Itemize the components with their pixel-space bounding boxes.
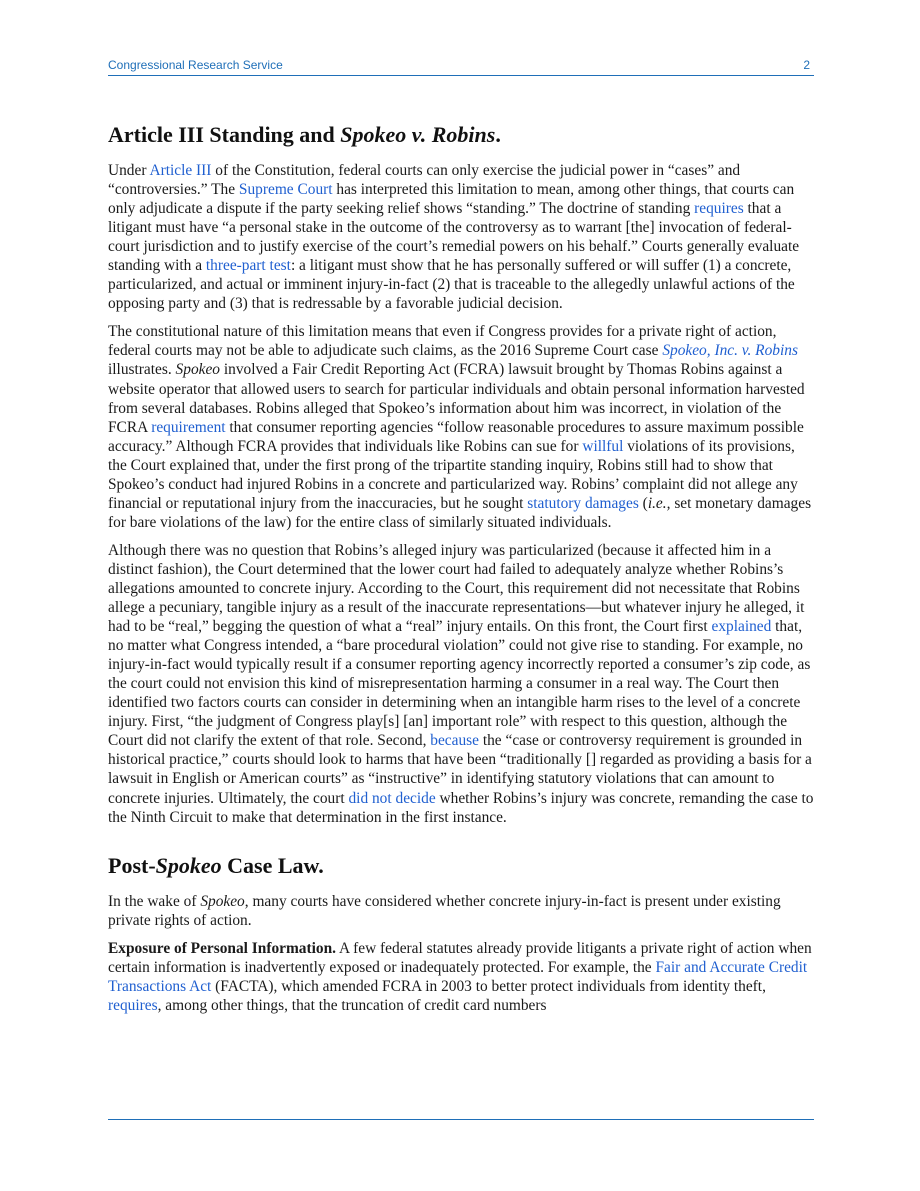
paragraph: Exposure of Personal Information. A few federal statutes already provide litigants a private right of action when certain information is inadvertently exposed or inadequately protected. For example, the Fair and Accurate Credit Transactions Act (FACTA), which amended FCRA in 2003 to better protect individuals from identity theft, requires, among other things, that the truncation of credit card numbers	[108, 939, 812, 1014]
link-spokeo-case[interactable]: Spokeo, Inc. v. Robins	[662, 342, 798, 360]
paragraph: In the wake of Spokeo, many courts have considered whether concrete injury-in-fact is present under existing private rights of action.	[108, 892, 781, 929]
header-org: Congressional Research Service	[108, 58, 283, 72]
paragraph: The constitutional nature of this limitation means that even if Congress provides for a private right of action, federal courts may not be able to adjudicate such claims, as the 2016 Supreme Court case Spokeo, Inc. v. Robins illustrates. Spokeo involved a Fair Credit Reporting Act (FCRA) lawsuit brought by Thomas Robins against a website operator that allowed users to search for particular individuals and obtain personal information harvested from several databases. Robins alleged that Spokeo’s information about him was incorrect, in violation of the FCRA requirement that consumer reporting agencies “follow reasonable procedures to assure maximum possible accuracy.” Although FCRA provides that individuals like Robins can sue for willful violations of its provisions, the Court explained that, under the first prong of the tripartite standing inquiry, Robins still had to show that Spokeo’s conduct had injured Robins in a concrete and particularized way. Robins’ complaint did not allege any financial or reputational injury from the inaccuracies, but he sought statutory damages (i.e., set monetary damages for bare violations of the law) for the entire class of similarly situated individuals.	[108, 323, 812, 531]
link-requires-facta[interactable]: requires	[108, 996, 158, 1014]
page-header	[108, 58, 814, 76]
run-in-heading: Exposure of Personal Information.	[108, 939, 337, 957]
paragraph: Under Article III of the Constitution, federal courts can only exercise the judicial power in “cases” and “controversies.” The Supreme Court has interpreted this limitation to mean, among other things, that courts can only adjudicate a dispute if the party seeking relief shows “standing.” The doctrine of standing requires that a litigant must have “a personal stake in the outcome of the controversy as to warrant [the] invocation of federal-court jurisdiction and to justify exercise of the court’s remedial powers on his behalf.” Courts generally evaluate standing with a three-part test: a litigant must show that he has personally suffered or will suffer (1) a concrete, particularized, and actual or imminent injury-in-fact (2) that is traceable to the allegedly unlawful actions of the opposing party and (3) that is redressable by a favorable judicial decision.	[108, 162, 800, 313]
paragraph: Although there was no question that Robins’s alleged injury was particularized (because it affected him in a distinct fashion), the Court determined that the lower court had failed to adequately analyze whether Robins’s allegations amounted to concrete injury. According to the Court, this requirement did not necessitate that Robins allege a pecuniary, tangible injury as a result of the inaccurate representations—but whatever injury he alleged, it had to be “real,” begging the question of what a “real” injury entails. On this front, the Court first explained that, no matter what Congress intended, a “bare procedural violation” could not give rise to standing. For example, no injury-in-fact would typically result if a consumer reporting agency incorrectly reported a consumer’s zip code, as the court could not envision this kind of misrepresentation harming a consumer in a real way. The Court then identified two factors courts can consider in determining when an intangible harm rises to the level of a concrete injury. First, “the judgment of Congress play[s] [an] important role” with respect to this question, although the Court did not clarify the extent of that role. Second, because the “case or controversy requirement is grounded in historical practice,” courts should look to harms that have been “traditionally [] regarded as providing a basis for a lawsuit in English or American courts” as “instructive” in identifying statutory violations that can amount to concrete injuries. Ultimately, the court did not decide whether Robins’s injury was concrete, remanding the case to the Ninth Circuit to make that determination in the first instance.	[108, 541, 814, 826]
link-willful[interactable]: willful	[582, 437, 624, 455]
link-requirement[interactable]: requirement	[151, 418, 226, 436]
link-requires[interactable]: requires	[694, 200, 744, 218]
section-heading-article-iii: Article III Standing and Spokeo v. Robins.	[108, 122, 501, 147]
link-supreme-court[interactable]: Supreme Court	[238, 181, 333, 199]
link-did-not-decide[interactable]: did not decide	[348, 789, 436, 807]
link-facta[interactable]: Fair and Accurate Credit Transactions Act	[108, 958, 808, 995]
section-heading-post-spokeo: Post-Spokeo Case Law.	[108, 852, 324, 878]
link-statutory-damages[interactable]: statutory damages	[527, 494, 639, 512]
link-article-iii[interactable]: Article III	[149, 162, 212, 179]
link-three-part-test[interactable]: three-part test	[205, 257, 291, 275]
page-number: 2	[803, 58, 810, 72]
link-explained[interactable]: explained	[711, 618, 772, 636]
document-body	[108, 122, 814, 1024]
footer-divider	[108, 1119, 814, 1120]
link-because[interactable]: because	[430, 732, 479, 750]
